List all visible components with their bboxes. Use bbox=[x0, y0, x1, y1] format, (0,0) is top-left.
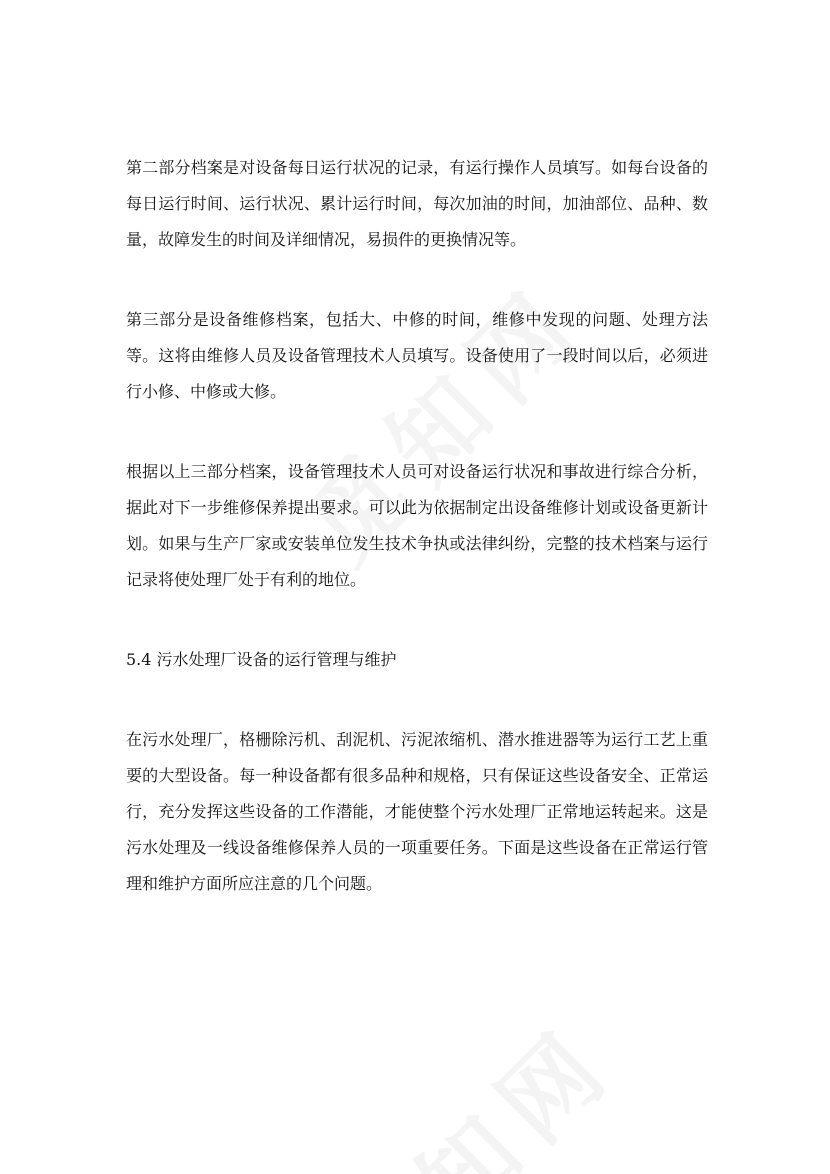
paragraph-daily-records: 第二部分档案是对设备每日运行状况的记录，有运行操作人员填写。如每台设备的每日运行时间、运行状况、累计运行时间，每次加油的时间，加油部位、品种、数量，故障发生的时间及详细情况，易损件的更换情况等。 bbox=[126, 158, 708, 249]
paragraph-maintenance-records: 第三部分是设备维修档案，包括大、中修的时间，维修中发现的问题、处理方法等。这将由维修人员及设备管理技术人员填写。设备使用了一段时间以后，必须进行小修、中修或大修。 bbox=[126, 310, 708, 401]
paragraph-analysis: 根据以上三部分档案，设备管理技术人员可对设备运行状况和事故进行综合分析，据此对下一步维修保养提出要求。可以此为依据制定出设备维修计划或设备更新计划。如果与生产厂家或安装单位发生技术争执或法律纠纷，完整的技术档案与运行记录将使处理厂处于有利的地位。 bbox=[126, 462, 708, 589]
watermark-lower bbox=[302, 989, 641, 1174]
section-heading: 5.4 污水处理厂设备的运行管理与维护 bbox=[126, 650, 397, 669]
document-body bbox=[126, 150, 708, 946]
paragraph-equipment-operation: 在污水处理厂，格栅除污机、刮泥机、污泥浓缩机、潜水推进器等为运行工艺上重要的大型设备。每一种设备都有很多品种和规格，只有保证这些设备安全、正常运行，充分发挥这些设备的工作潜能，才能使整个污水处理厂正常地运转起来。这是污水处理及一线设备维修保养人员的一项重要任务。下面是这些设备在正常运行管理和维护方面所应注意的几个问题。 bbox=[126, 730, 708, 893]
